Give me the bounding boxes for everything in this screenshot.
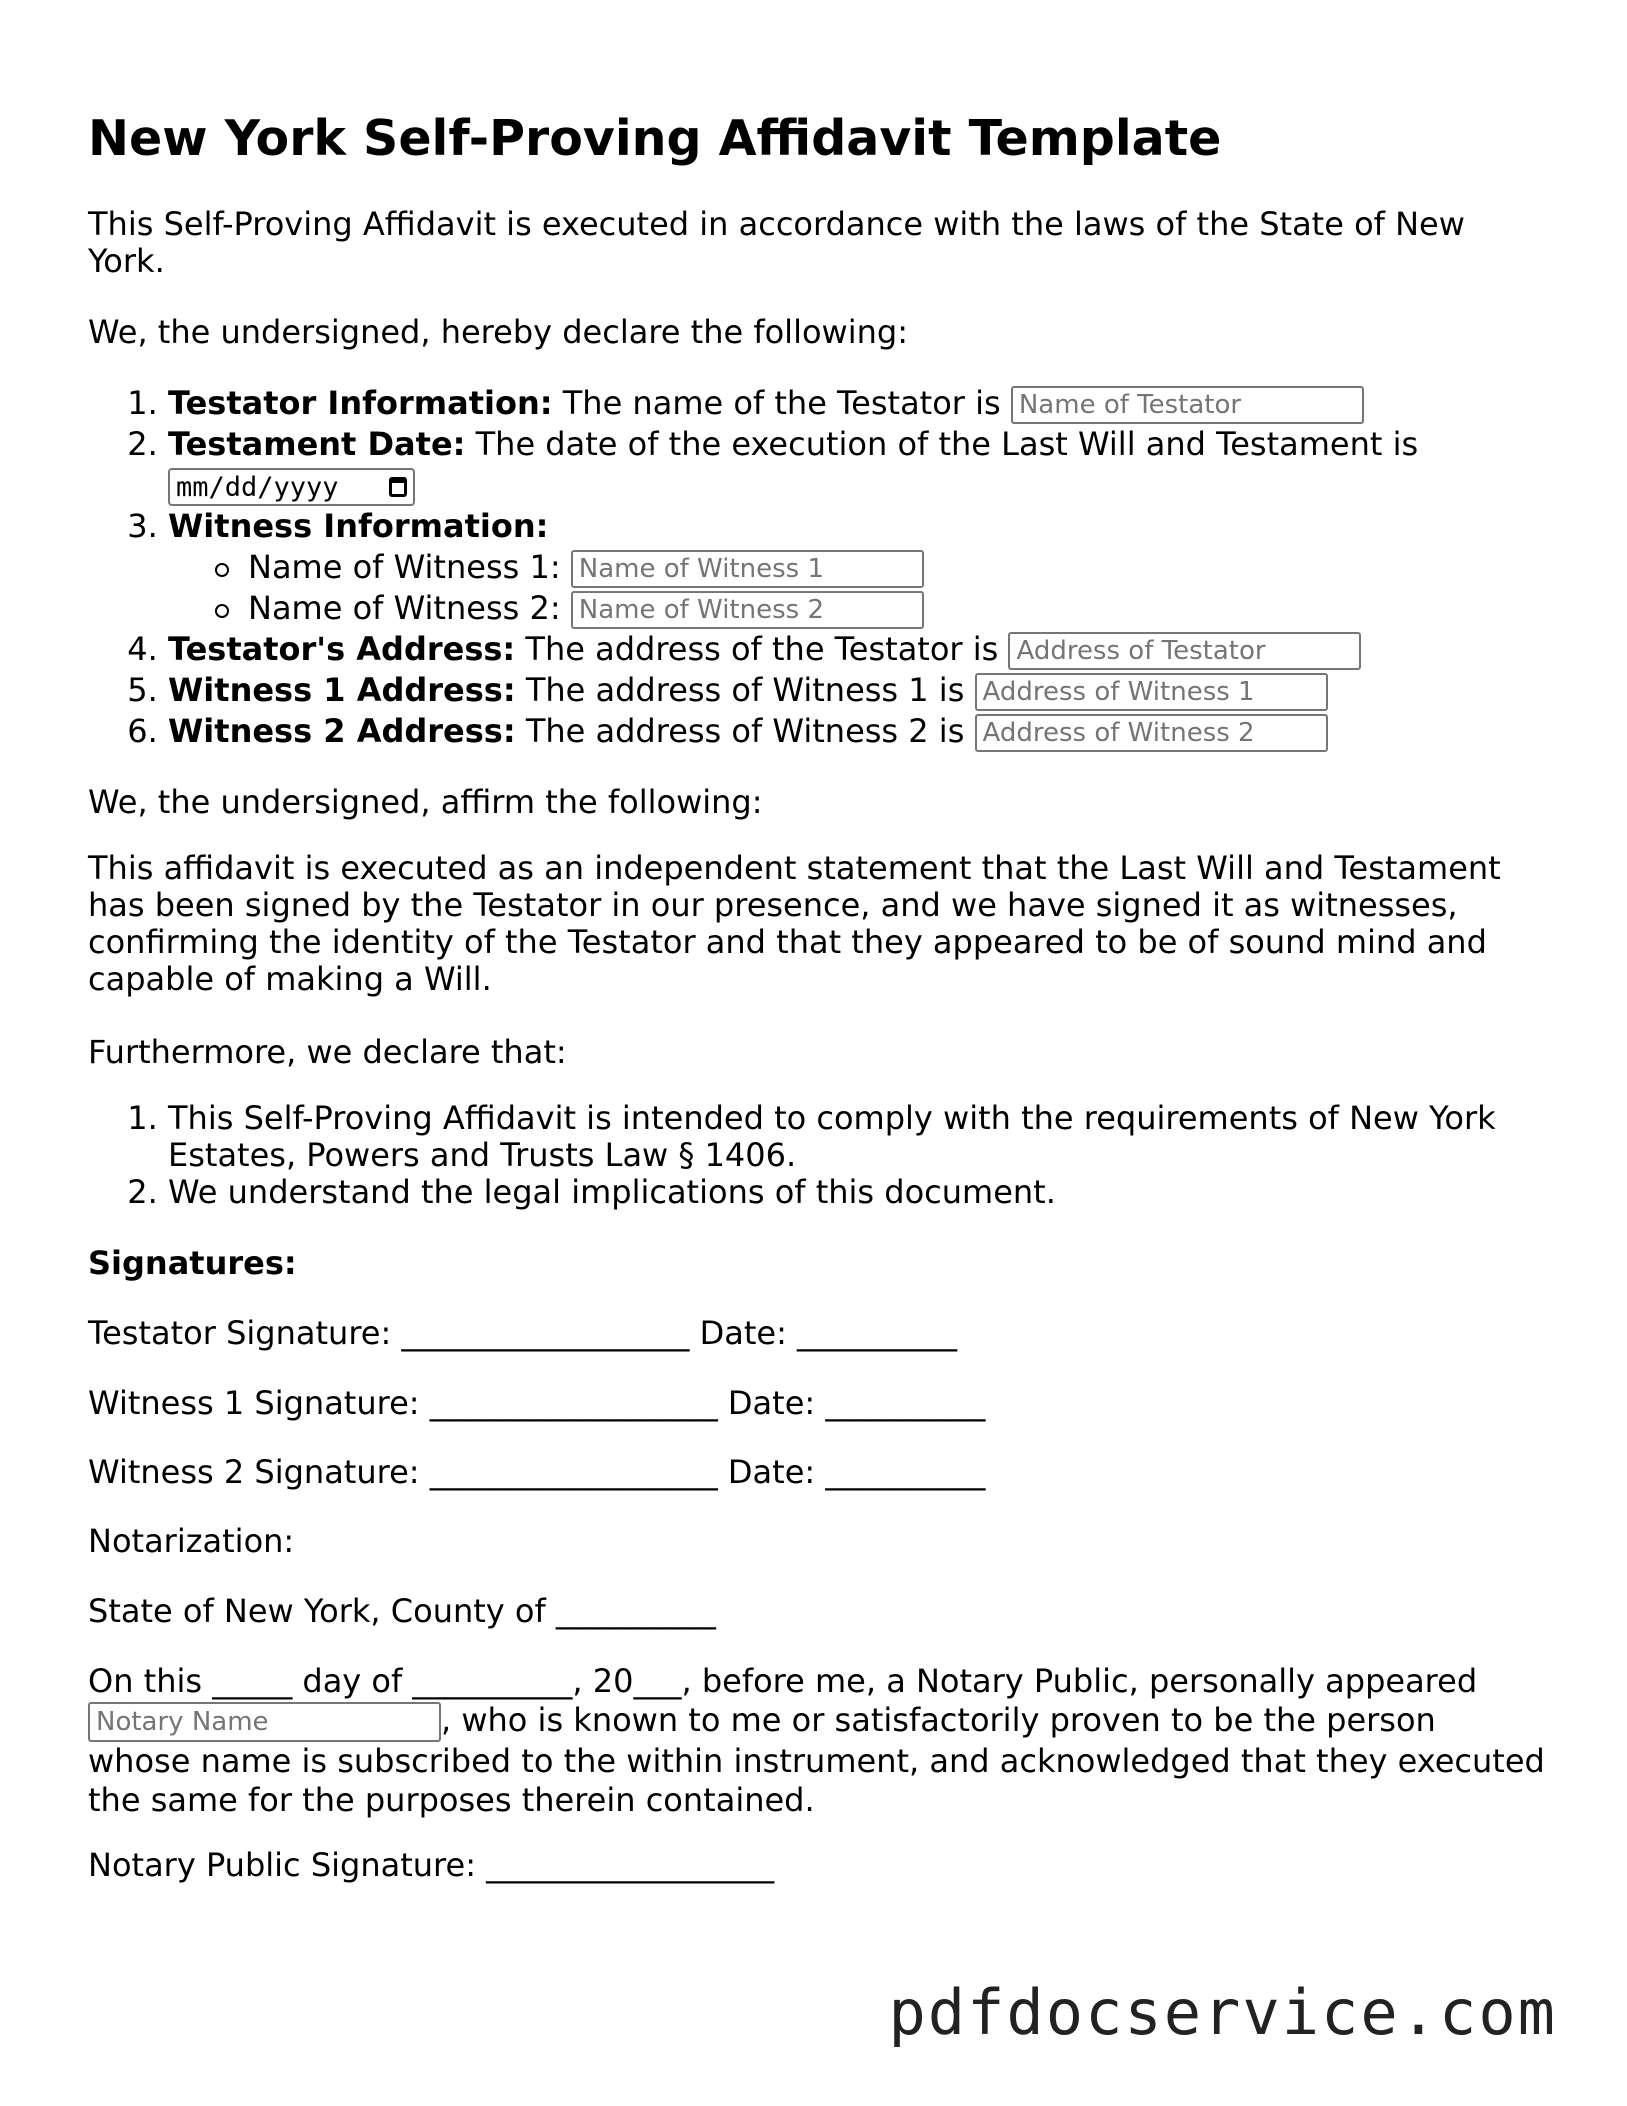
witness-name-list — [168, 547, 1548, 629]
testator-signature-line: Testator Signature: __________________ Date: __________ — [88, 1314, 958, 1352]
witness2-address-text: The address of Witness 2 is — [515, 712, 975, 750]
notary-name-input[interactable] — [88, 1702, 441, 1742]
intro-paragraph: This Self-Proving Affidavit is executed in accordance with the laws of the State of New York. — [88, 205, 1465, 280]
declaration-list — [88, 383, 1548, 752]
witness-info-label: Witness Information: — [168, 507, 549, 545]
witness-1-label: Name of Witness 1: — [248, 548, 571, 586]
document-title: New York Self-Proving Affidavit Template — [88, 110, 1222, 167]
list-item-witness2-address — [168, 711, 1548, 752]
list-item-testament-date — [168, 424, 1548, 506]
list-item-witness1-address — [168, 670, 1548, 711]
notary-signature-line: Notary Public Signature: __________________ — [88, 1846, 775, 1884]
witness-2-name-input[interactable] — [571, 591, 924, 629]
witness-2-label: Name of Witness 2: — [248, 589, 571, 627]
brand-watermark: pdfdocservice.com — [888, 1976, 1557, 2049]
witness1-address-text: The address of Witness 1 is — [515, 671, 975, 709]
witness-2-signature-line: Witness 2 Signature: __________________ Date: __________ — [88, 1453, 986, 1491]
testator-address-input[interactable] — [1008, 632, 1361, 670]
witness-1-signature-line: Witness 1 Signature: __________________ Date: __________ — [88, 1384, 986, 1422]
declare-intro: We, the undersigned, hereby declare the following: — [88, 313, 908, 351]
list-item-testator-info — [168, 383, 1548, 424]
testament-date-label: Testament Date: — [168, 425, 466, 463]
affirm-intro: We, the undersigned, affirm the following: — [88, 783, 763, 821]
testament-date-text: The date of the execution of the Last Will and Testament is — [465, 425, 1419, 463]
notary-text-end: , who is known to me or satisfactorily proven to be the person whose name is subscribed to the within instrument, and acknowledged that they executed the same for the purposes therein contained. — [88, 1701, 1545, 1819]
notary-text-start: On this _____ day of __________, 20___, before me, a Notary Public, personally appeared — [88, 1662, 1478, 1700]
calendar-icon[interactable] — [389, 477, 407, 497]
further-declarations-list — [88, 1100, 1568, 1211]
notary-paragraph — [88, 1662, 1548, 1820]
list-item-witness-info — [168, 506, 1548, 629]
declaration-item: 1. This Self-Proving Affidavit is intended to comply with the requirements of New York Estates, Powers and Trusts Law § 1406. — [168, 1100, 1568, 1174]
witness-1-item — [248, 547, 1548, 588]
testator-info-text: The name of the Testator is — [552, 384, 1011, 422]
state-county-line: State of New York, County of __________ — [88, 1592, 716, 1630]
testator-address-text: The address of the Testator is — [515, 630, 1009, 668]
witness1-address-label: Witness 1 Address: — [168, 671, 516, 709]
further-intro: Furthermore, we declare that: — [88, 1033, 567, 1071]
witness-1-address-input[interactable] — [975, 673, 1328, 711]
list-item-testator-address — [168, 629, 1548, 670]
signatures-heading: Signatures: — [88, 1244, 297, 1282]
testator-address-label: Testator's Address: — [168, 630, 516, 668]
notarization-heading: Notarization: — [88, 1522, 295, 1560]
testator-name-input[interactable] — [1011, 386, 1364, 424]
witness-1-name-input[interactable] — [571, 550, 924, 588]
testament-date-input[interactable] — [168, 468, 415, 506]
testator-info-label: Testator Information: — [168, 384, 553, 422]
affirm-paragraph: This affidavit is executed as an independent statement that the Last Will and Testament has been signed by the Testator in our presence, and we have signed it as witnesses, confirming the identity of the Testator and that they appeared to be of sound mind and capable of making a Will. — [88, 849, 1501, 998]
witness-2-item — [248, 588, 1548, 629]
witness2-address-label: Witness 2 Address: — [168, 712, 516, 750]
witness-2-address-input[interactable] — [975, 714, 1328, 752]
date-placeholder: mm/dd/yyyy — [176, 471, 339, 503]
declaration-item: 2. We understand the legal implications of this document. — [168, 1174, 1568, 1211]
